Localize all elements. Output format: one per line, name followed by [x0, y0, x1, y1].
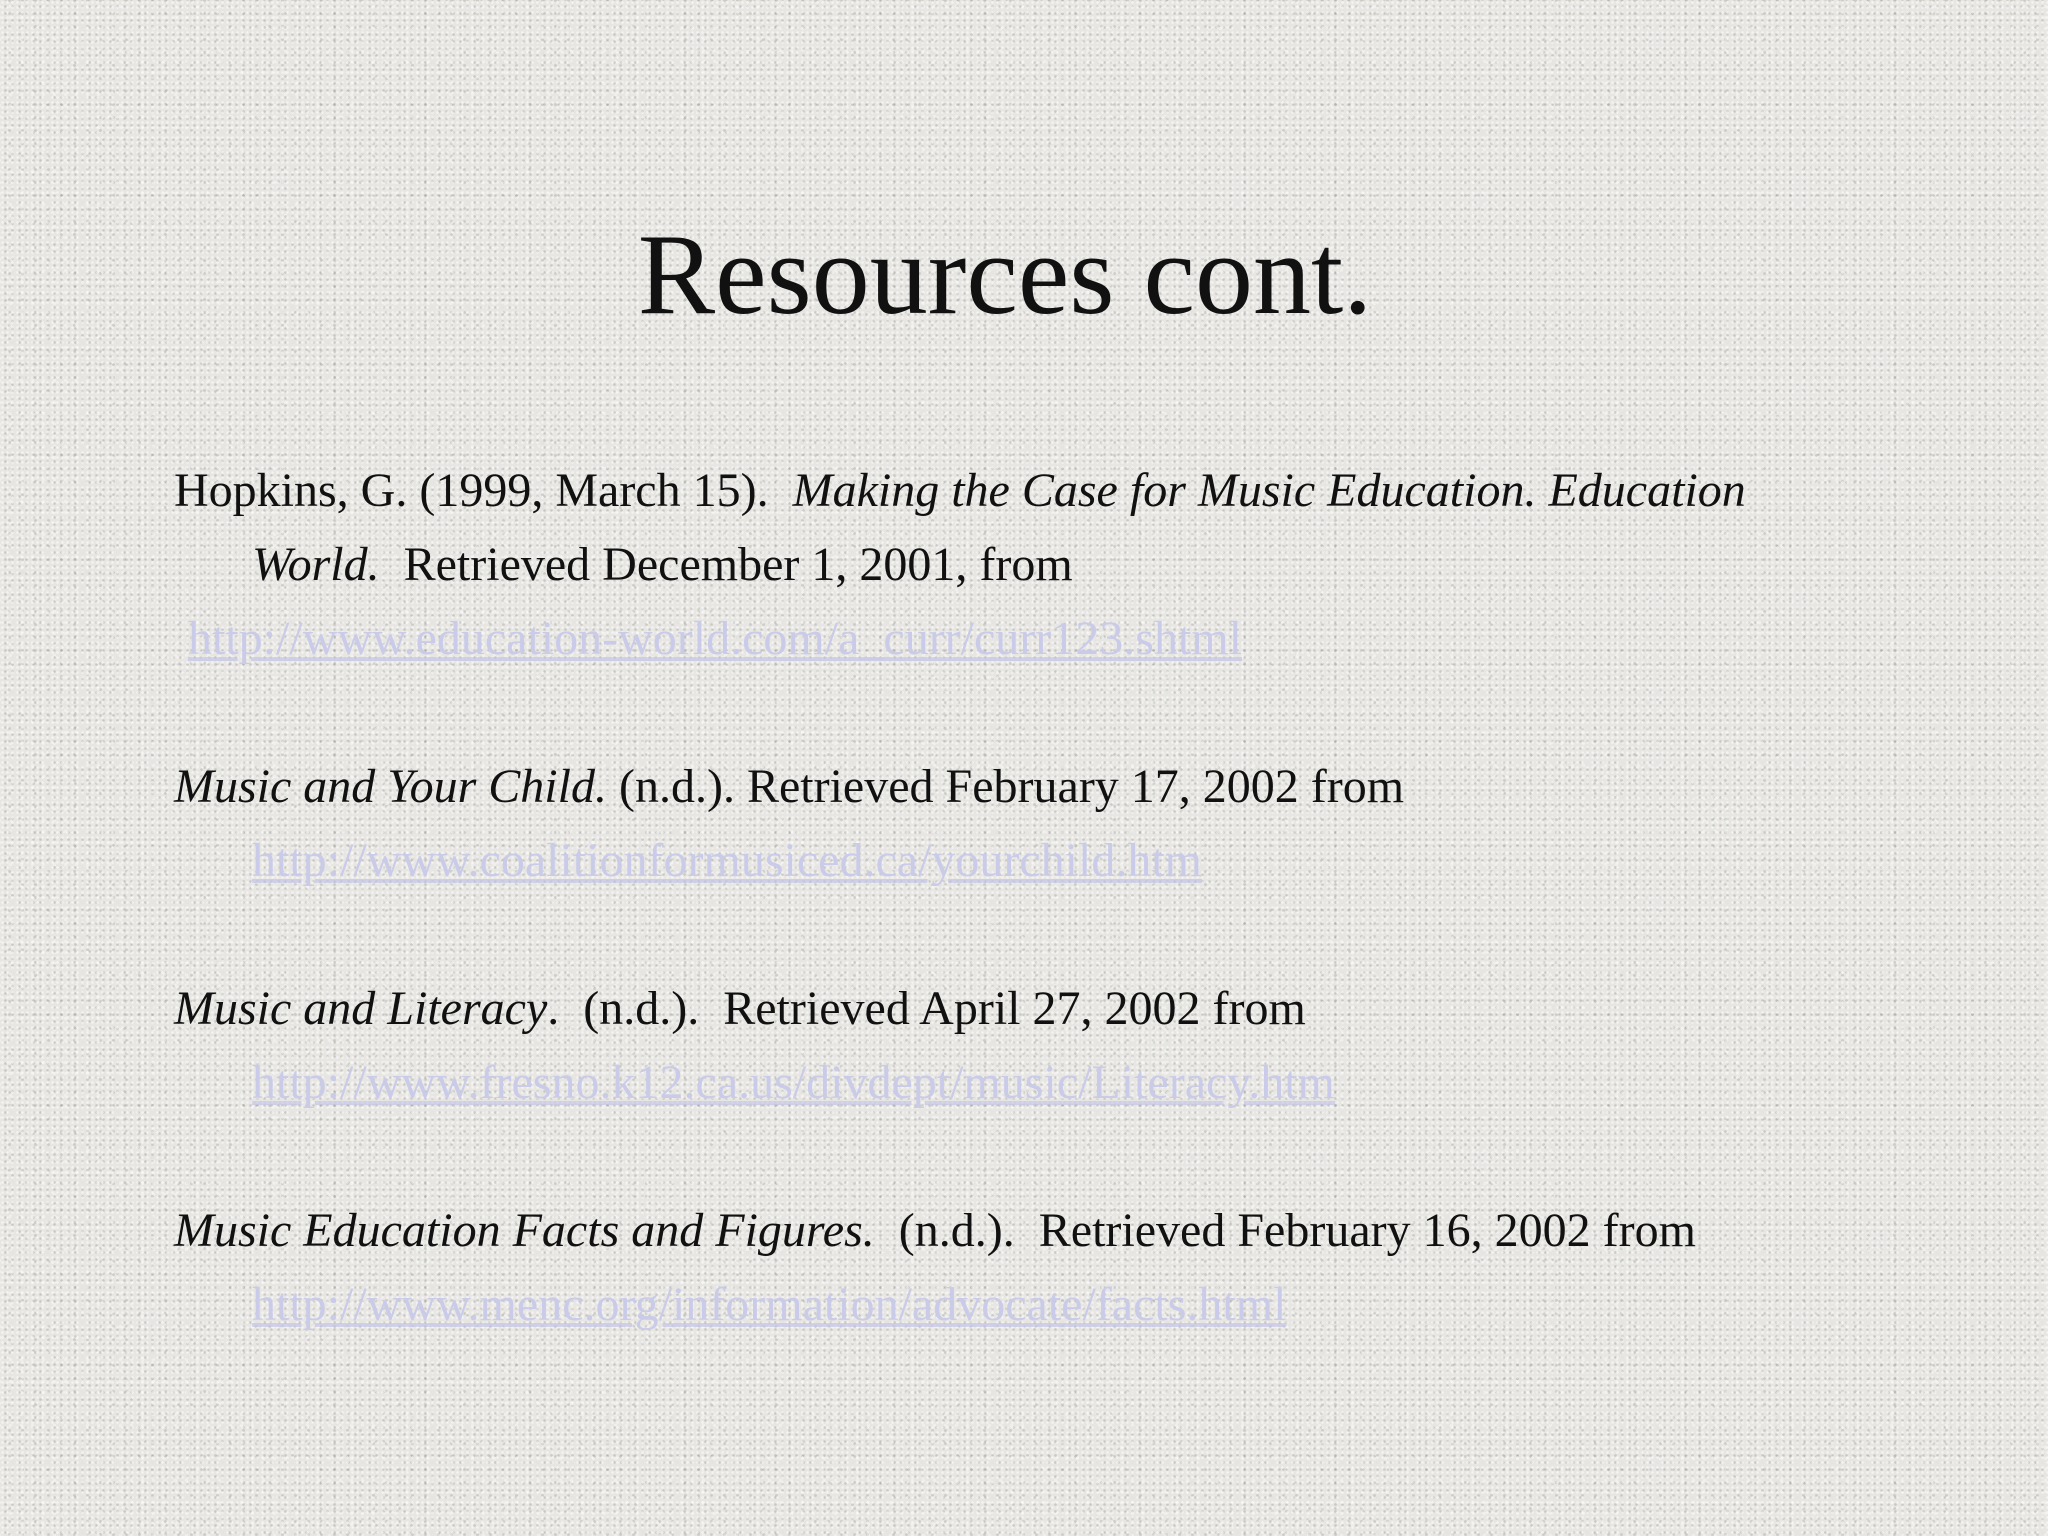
reference-line: [174, 602, 1934, 676]
reference-link[interactable]: http://www.menc.org/information/advocate/facts.html: [252, 1278, 1287, 1331]
reference-title: Music and Literacy: [174, 982, 548, 1035]
reference-retrieval: Retrieved December 1, 2001, from: [403, 538, 1073, 591]
reference-line: [174, 1268, 1934, 1342]
reference-link[interactable]: http://www.coalitionformusiced.ca/yourchild.htm: [252, 834, 1203, 887]
reference-retrieval: (n.d.). Retrieved February 16, 2002 from: [874, 1204, 1696, 1257]
reference-title: Music and Your Child.: [174, 760, 607, 813]
reference-title: Making the Case for Music Education. Education: [792, 464, 1746, 517]
reference-line: [174, 1194, 1934, 1268]
reference-link[interactable]: http://www.fresno.k12.ca.us/divdept/music/Literacy.htm: [252, 1056, 1335, 1109]
reference-line: [174, 824, 1934, 898]
reference-author-date: Hopkins, G. (1999, March 15).: [174, 464, 769, 517]
reference-link[interactable]: http://www.education-world.com/a_curr/curr123.shtml: [188, 612, 1242, 665]
reference-item: [174, 1194, 1934, 1342]
reference-line: [174, 528, 1934, 602]
reference-line: [174, 750, 1934, 824]
reference-item: [174, 972, 1934, 1120]
slide-title: Resources cont.: [637, 211, 1373, 339]
reference-retrieval: . (n.d.). Retrieved April 27, 2002 from: [547, 982, 1306, 1035]
reference-line: [174, 454, 1934, 528]
reference-line: [174, 1046, 1934, 1120]
reference-item: [174, 750, 1934, 898]
reference-title-continued: World.: [252, 538, 380, 591]
reference-retrieval: (n.d.). Retrieved February 17, 2002 from: [618, 760, 1405, 813]
reference-item: [174, 454, 1934, 676]
reference-list: [174, 454, 1934, 1416]
reference-title: Music Education Facts and Figures.: [174, 1204, 875, 1257]
reference-line: [174, 972, 1934, 1046]
